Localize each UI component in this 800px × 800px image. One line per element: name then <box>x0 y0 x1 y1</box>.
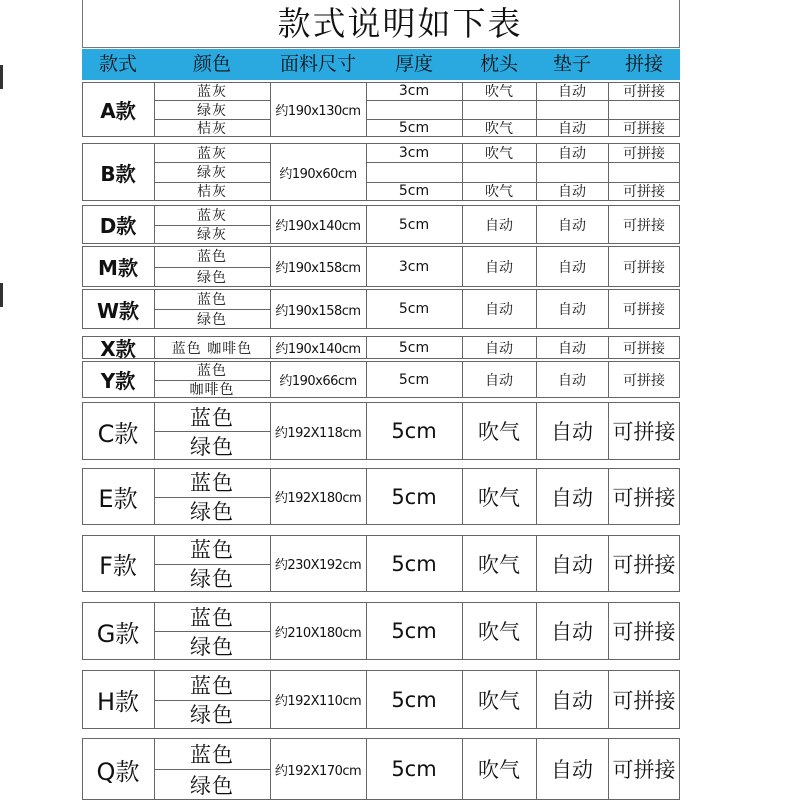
option-mat: 自动 <box>558 259 586 276</box>
model-name: A款 <box>100 99 136 123</box>
option-splice: 可拼接 <box>623 372 665 389</box>
color-option: 蓝色 <box>190 742 234 767</box>
option-splice: 可拼接 <box>612 620 676 644</box>
color-divider <box>154 380 270 381</box>
color-option: 绿色 <box>190 566 234 591</box>
option-pillow: 自动 <box>485 340 513 357</box>
model-name: G款 <box>96 619 140 648</box>
color-option: 绿色 <box>190 773 234 798</box>
header-size: 面料尺寸 <box>279 53 356 75</box>
option-mat: 自动 <box>558 184 586 201</box>
option-mat: 自动 <box>551 758 593 782</box>
color-option: 绿色 <box>190 499 234 524</box>
model-name: Y款 <box>100 369 136 393</box>
color-divider <box>154 267 270 268</box>
header-model: 款式 <box>98 53 137 75</box>
option-mat: 自动 <box>551 485 593 510</box>
option-pillow: 吹气 <box>478 420 520 444</box>
option-splice: 可拼接 <box>623 184 665 201</box>
option-mat: 自动 <box>558 217 586 234</box>
color-option: 绿色 <box>190 703 234 728</box>
option-mat: 自动 <box>558 302 586 318</box>
color-divider <box>154 497 270 498</box>
color-option: 绿灰 <box>197 227 227 244</box>
option-pillow: 吹气 <box>478 485 520 510</box>
color-divider <box>154 700 270 701</box>
color-option: 蓝色 <box>190 673 234 698</box>
fabric-size: 约190x130cm <box>275 104 361 119</box>
option-splice: 可拼接 <box>623 340 665 357</box>
option-divider <box>366 182 680 183</box>
color-option: 蓝色 咖啡色 <box>171 340 253 357</box>
option-thickness: 3cm <box>398 83 430 100</box>
header-color: 颜色 <box>192 53 231 75</box>
option-thickness: 5cm <box>391 687 437 712</box>
option-pillow: 吹气 <box>478 620 520 644</box>
color-divider <box>154 182 270 183</box>
fabric-size: 约192X110cm <box>274 694 362 709</box>
color-option: 绿色 <box>197 269 227 286</box>
model-name: W款 <box>96 298 140 323</box>
model-group <box>82 468 680 525</box>
fabric-size: 约190x66cm <box>279 374 357 389</box>
fabric-size: 约190x140cm <box>275 342 361 357</box>
model-group <box>82 289 680 329</box>
model-name: C款 <box>97 419 139 448</box>
option-thickness: 5cm <box>398 183 430 200</box>
color-divider <box>154 100 270 101</box>
color-divider <box>154 162 270 163</box>
color-option: 蓝色 <box>197 292 227 308</box>
model-group <box>82 336 680 359</box>
model-group <box>82 246 680 287</box>
model-group <box>82 143 680 201</box>
option-splice: 可拼接 <box>623 217 665 234</box>
option-splice: 可拼接 <box>612 552 676 577</box>
model-name: B款 <box>100 161 136 186</box>
option-thickness: 5cm <box>391 551 437 576</box>
option-divider <box>366 162 680 163</box>
model-name: F款 <box>99 552 137 580</box>
option-thickness: 5cm <box>398 119 430 136</box>
option-thickness: 5cm <box>391 419 437 443</box>
option-thickness: 5cm <box>391 484 437 509</box>
color-option: 咖啡色 <box>189 381 235 398</box>
option-splice: 可拼接 <box>623 120 665 137</box>
option-pillow: 自动 <box>485 372 513 389</box>
color-option: 绿灰 <box>197 102 227 119</box>
option-thickness: 3cm <box>398 144 430 161</box>
model-group <box>82 602 680 660</box>
model-name: M款 <box>98 256 138 280</box>
fabric-size: 约190x140cm <box>275 219 361 234</box>
model-group <box>82 205 680 244</box>
header-splice: 拼接 <box>624 53 663 75</box>
option-thickness: 5cm <box>398 301 430 317</box>
color-option: 桔灰 <box>197 184 227 201</box>
color-divider <box>154 225 270 226</box>
model-group <box>82 670 680 729</box>
option-pillow: 吹气 <box>485 184 513 201</box>
color-option: 绿灰 <box>197 165 227 181</box>
option-splice: 可拼接 <box>623 302 665 318</box>
option-splice: 可拼接 <box>623 259 665 276</box>
option-splice: 可拼接 <box>623 145 665 162</box>
model-name: H款 <box>96 688 140 716</box>
color-option: 蓝色 <box>190 405 234 430</box>
color-option: 蓝灰 <box>197 207 227 224</box>
left-edge-mark <box>0 65 3 89</box>
option-divider <box>366 119 680 120</box>
option-splice: 可拼接 <box>612 688 676 713</box>
color-option: 绿色 <box>190 434 234 459</box>
model-group <box>82 82 680 137</box>
color-option: 蓝灰 <box>197 84 227 101</box>
color-option: 蓝灰 <box>197 145 227 162</box>
option-pillow: 吹气 <box>485 120 513 137</box>
color-divider <box>154 769 270 770</box>
color-option: 蓝色 <box>197 249 227 266</box>
option-mat: 自动 <box>558 120 586 137</box>
fabric-size: 约210X180cm <box>274 625 362 641</box>
option-thickness: 5cm <box>398 339 430 356</box>
header-mat: 垫子 <box>552 53 591 75</box>
option-mat: 自动 <box>558 145 586 162</box>
option-splice: 可拼接 <box>623 84 665 101</box>
fabric-size: 约190x158cm <box>275 261 361 276</box>
fabric-size: 约190x158cm <box>275 303 361 319</box>
option-thickness: 5cm <box>391 619 437 643</box>
option-mat: 自动 <box>551 688 593 713</box>
model-group <box>82 738 680 800</box>
model-name: E款 <box>98 485 138 513</box>
option-thickness: 5cm <box>398 371 430 388</box>
model-group <box>82 402 680 460</box>
header-pillow: 枕头 <box>479 53 518 75</box>
option-mat: 自动 <box>558 340 586 357</box>
option-thickness: 5cm <box>391 757 437 781</box>
page-title: 款式说明如下表 <box>277 4 523 43</box>
model-group <box>82 361 680 398</box>
option-pillow: 自动 <box>485 217 513 234</box>
option-thickness: 3cm <box>398 258 430 275</box>
fabric-size: 约192X180cm <box>274 491 362 506</box>
fabric-size: 约192X170cm <box>274 763 362 779</box>
color-divider <box>154 431 270 432</box>
model-name: D款 <box>99 214 137 238</box>
color-option: 蓝色 <box>190 538 234 563</box>
option-splice: 可拼接 <box>612 420 676 444</box>
color-divider <box>154 631 270 632</box>
option-pillow: 吹气 <box>485 84 513 101</box>
option-thickness: 5cm <box>398 216 430 233</box>
option-mat: 自动 <box>551 620 593 644</box>
option-mat: 自动 <box>551 420 593 444</box>
color-divider <box>154 119 270 120</box>
option-pillow: 吹气 <box>478 688 520 713</box>
color-option: 桔灰 <box>197 120 227 137</box>
color-option: 蓝色 <box>190 605 234 630</box>
option-mat: 自动 <box>551 552 593 577</box>
fabric-size: 约230X192cm <box>274 558 362 573</box>
model-group <box>82 535 680 592</box>
option-mat: 自动 <box>558 372 586 389</box>
option-splice: 可拼接 <box>612 758 676 782</box>
option-splice: 可拼接 <box>612 485 676 510</box>
color-option: 绿色 <box>197 312 227 328</box>
model-name: X款 <box>100 337 136 361</box>
option-pillow: 自动 <box>485 302 513 318</box>
option-pillow: 自动 <box>485 259 513 276</box>
fabric-size: 约192X118cm <box>274 425 362 441</box>
color-option: 绿色 <box>190 634 234 659</box>
left-edge-mark <box>0 283 3 307</box>
model-name: Q款 <box>96 757 140 786</box>
option-pillow: 吹气 <box>485 145 513 162</box>
table-header <box>82 49 680 80</box>
color-divider <box>154 564 270 565</box>
color-divider <box>154 309 270 310</box>
color-option: 蓝色 <box>190 471 234 496</box>
option-pillow: 吹气 <box>478 552 520 577</box>
header-thickness: 厚度 <box>394 53 433 75</box>
option-mat: 自动 <box>558 84 586 101</box>
option-pillow: 吹气 <box>478 758 520 782</box>
fabric-size: 约190x60cm <box>279 166 357 182</box>
color-option: 蓝色 <box>197 363 227 380</box>
option-divider <box>366 100 680 101</box>
